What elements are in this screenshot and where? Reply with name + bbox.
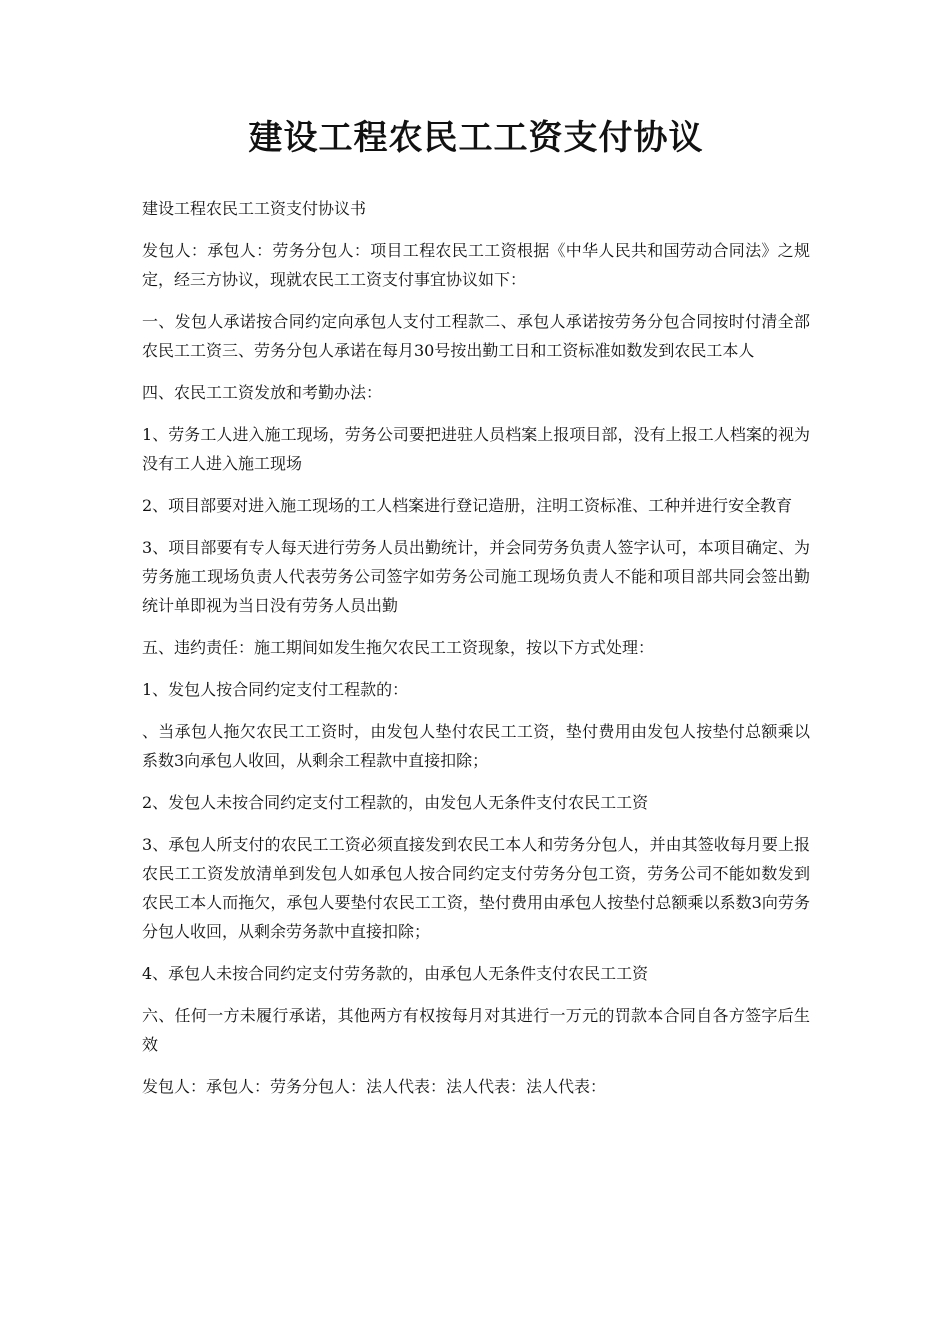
commitments-clause: 一、发包人承诺按合同约定向承包人支付工程款二、承包人承诺按劳务分包合同按时付清全部农民工工资三、劳务分包人承诺在每月30号按出勤工日和工资标准如数发到农民工本人	[142, 312, 810, 360]
section-six-clause: 六、任何一方未履行承诺，其他两方有权按每月对其进行一万元的罚款本合同自各方签字后生效	[142, 1006, 810, 1054]
section-five-heading: 五、违约责任：施工期间如发生拖欠农民工工资现象，按以下方式处理：	[142, 638, 655, 657]
section-five-item-2: 2、发包人未按合同约定支付工程款的，由发包人无条件支付农民工工资	[142, 793, 649, 812]
document-title: 建设工程农民工工资支付协议	[248, 118, 704, 158]
section-five-item-3: 3、承包人所支付的农民工工资必须直接发到农民工本人和劳务分包人，并由其签收每月要上报农民工工资发放清单到发包人如承包人按合同约定支付劳务分包工资，劳务公司不能如数发到农民工本人而拖欠，承包人要垫付农民工工资，垫付费用由承包人按垫付总额乘以系数3向劳务分包人收回，从剩余劳务款中直接扣除；	[142, 835, 810, 941]
section-five-item-4: 4、承包人未按合同约定支付劳务款的，由承包人无条件支付农民工工资	[142, 964, 649, 983]
section-five-item-1: 1、发包人按合同约定支付工程款的：	[142, 680, 409, 699]
section-four-item-2: 2、项目部要对进入施工现场的工人档案进行登记造册，注明工资标准、工种并进行安全教育	[142, 496, 793, 515]
section-four-item-1: 1、劳务工人进入施工现场，劳务公司要把进驻人员档案上报项目部，没有上报工人档案的视为没有工人进入施工现场	[142, 425, 810, 473]
section-four-heading: 四、农民工工资发放和考勤办法：	[142, 383, 383, 402]
signature-line: 发包人：承包人：劳务分包人：法人代表：法人代表：法人代表：	[142, 1077, 607, 1096]
parties-intro: 发包人：承包人：劳务分包人：项目工程农民工工资根据《中华人民共和国劳动合同法》之规定，经三方协议，现就农民工工资支付事宜协议如下：	[142, 241, 810, 289]
document-subtitle: 建设工程农民工工资支付协议书	[142, 199, 367, 218]
section-four-item-3: 3、项目部要有专人每天进行劳务人员出勤统计，并会同劳务负责人签字认可，本项目确定、为劳务施工现场负责人代表劳务公司签字如劳务公司施工现场负责人不能和项目部共同会签出勤统计单即视为当日没有劳务人员出勤	[142, 538, 810, 615]
section-five-item-1-sub: 、当承包人拖欠农民工工资时，由发包人垫付农民工工资，垫付费用由发包人按垫付总额乘以系数3向承包人收回，从剩余工程款中直接扣除；	[142, 722, 810, 770]
